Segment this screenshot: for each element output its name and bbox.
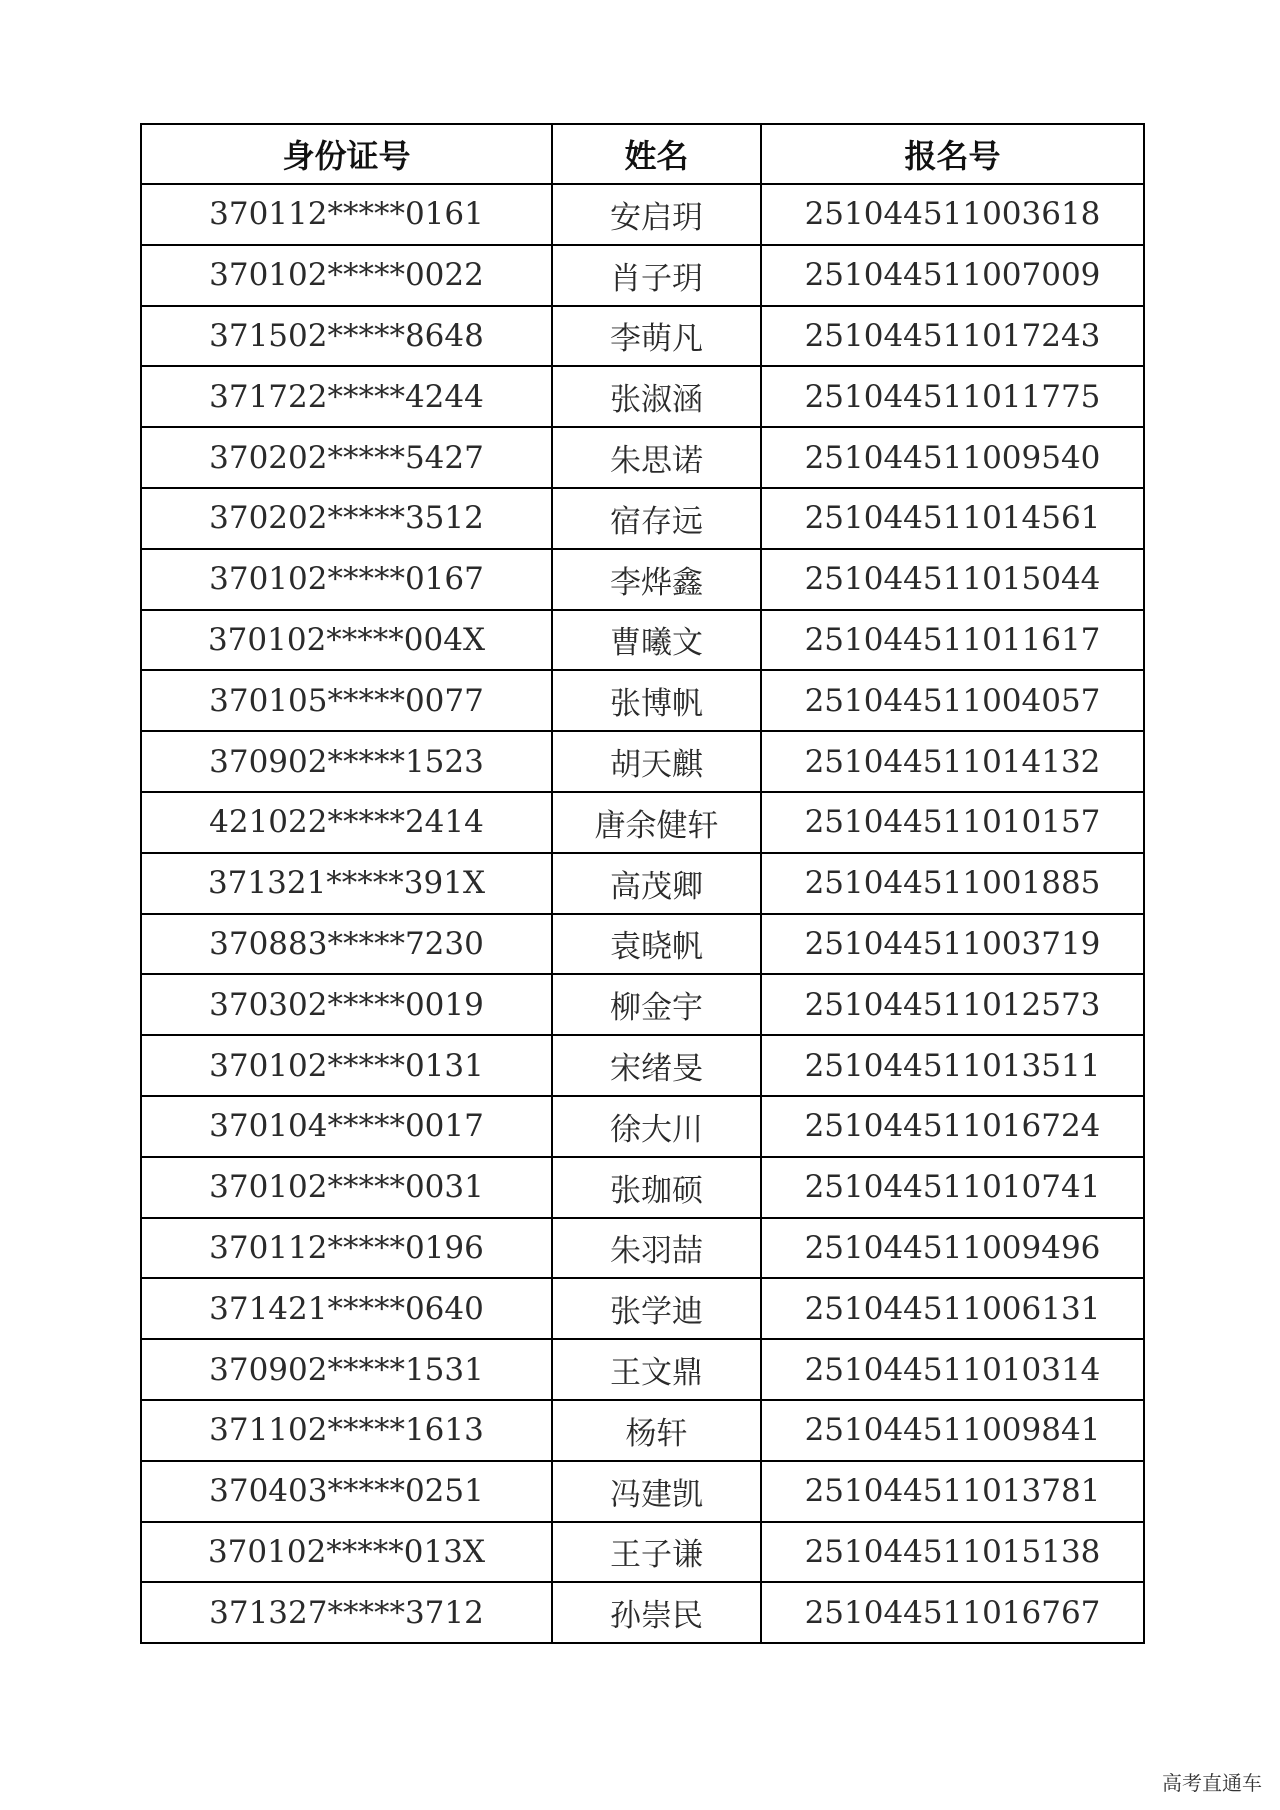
table-row bbox=[141, 610, 1144, 671]
cell-id-number: 371102*****1613 bbox=[141, 1400, 552, 1461]
table-row bbox=[141, 184, 1144, 245]
cell-name: 肖子玥 bbox=[552, 245, 761, 306]
cell-registration-number: 251044511011775 bbox=[761, 366, 1144, 427]
header-registration-number: 报名号 bbox=[761, 124, 1144, 184]
cell-registration-number: 251044511007009 bbox=[761, 245, 1144, 306]
cell-id-number: 370102*****013X bbox=[141, 1522, 552, 1583]
cell-name: 唐余健轩 bbox=[552, 792, 761, 853]
cell-registration-number: 251044511004057 bbox=[761, 670, 1144, 731]
cell-name: 胡天麒 bbox=[552, 731, 761, 792]
cell-id-number: 371502*****8648 bbox=[141, 306, 552, 367]
cell-registration-number: 251044511014132 bbox=[761, 731, 1144, 792]
table-row bbox=[141, 427, 1144, 488]
cell-registration-number: 251044511009496 bbox=[761, 1218, 1144, 1279]
cell-name: 张学迪 bbox=[552, 1278, 761, 1339]
cell-id-number: 370902*****1523 bbox=[141, 731, 552, 792]
cell-name: 王文鼎 bbox=[552, 1339, 761, 1400]
cell-registration-number: 251044511015138 bbox=[761, 1522, 1144, 1583]
cell-name: 高茂卿 bbox=[552, 853, 761, 914]
cell-registration-number: 251044511003719 bbox=[761, 914, 1144, 975]
cell-registration-number: 251044511009841 bbox=[761, 1400, 1144, 1461]
cell-name: 张淑涵 bbox=[552, 366, 761, 427]
table-row bbox=[141, 245, 1144, 306]
roster-table bbox=[140, 123, 1145, 1644]
table-row bbox=[141, 366, 1144, 427]
cell-id-number: 370202*****3512 bbox=[141, 488, 552, 549]
watermark-text: 高考直通车 bbox=[1162, 1771, 1262, 1795]
table-row bbox=[141, 731, 1144, 792]
table-row bbox=[141, 853, 1144, 914]
cell-id-number: 370104*****0017 bbox=[141, 1096, 552, 1157]
cell-id-number: 370102*****0022 bbox=[141, 245, 552, 306]
table-row bbox=[141, 549, 1144, 610]
header-row bbox=[141, 124, 1144, 184]
cell-id-number: 370102*****0131 bbox=[141, 1035, 552, 1096]
cell-registration-number: 251044511006131 bbox=[761, 1278, 1144, 1339]
table-row bbox=[141, 488, 1144, 549]
table-row bbox=[141, 306, 1144, 367]
cell-name: 冯建凯 bbox=[552, 1461, 761, 1522]
cell-name: 李烨鑫 bbox=[552, 549, 761, 610]
cell-registration-number: 251044511001885 bbox=[761, 853, 1144, 914]
table-row bbox=[141, 1096, 1144, 1157]
table-row bbox=[141, 1339, 1144, 1400]
table-row bbox=[141, 1582, 1144, 1643]
cell-registration-number: 251044511011617 bbox=[761, 610, 1144, 671]
cell-id-number: 370112*****0196 bbox=[141, 1218, 552, 1279]
cell-name: 柳金宇 bbox=[552, 974, 761, 1035]
cell-name: 李萌凡 bbox=[552, 306, 761, 367]
table-row bbox=[141, 1461, 1144, 1522]
cell-name: 宋绪旻 bbox=[552, 1035, 761, 1096]
cell-name: 宿存远 bbox=[552, 488, 761, 549]
cell-id-number: 370105*****0077 bbox=[141, 670, 552, 731]
cell-id-number: 370883*****7230 bbox=[141, 914, 552, 975]
cell-registration-number: 251044511016724 bbox=[761, 1096, 1144, 1157]
table-row bbox=[141, 1218, 1144, 1279]
cell-id-number: 370302*****0019 bbox=[141, 974, 552, 1035]
cell-registration-number: 251044511015044 bbox=[761, 549, 1144, 610]
cell-id-number: 370902*****1531 bbox=[141, 1339, 552, 1400]
table-row bbox=[141, 974, 1144, 1035]
cell-registration-number: 251044511003618 bbox=[761, 184, 1144, 245]
table-header bbox=[141, 124, 1144, 184]
cell-name: 朱羽喆 bbox=[552, 1218, 761, 1279]
cell-name: 孙崇民 bbox=[552, 1582, 761, 1643]
cell-registration-number: 251044511017243 bbox=[761, 306, 1144, 367]
cell-registration-number: 251044511009540 bbox=[761, 427, 1144, 488]
cell-id-number: 371321*****391X bbox=[141, 853, 552, 914]
cell-name: 朱思诺 bbox=[552, 427, 761, 488]
cell-id-number: 371327*****3712 bbox=[141, 1582, 552, 1643]
table-row bbox=[141, 914, 1144, 975]
cell-registration-number: 251044511013511 bbox=[761, 1035, 1144, 1096]
cell-name: 王子谦 bbox=[552, 1522, 761, 1583]
cell-id-number: 370112*****0161 bbox=[141, 184, 552, 245]
cell-name: 张博帆 bbox=[552, 670, 761, 731]
cell-id-number: 370102*****004X bbox=[141, 610, 552, 671]
header-id-number: 身份证号 bbox=[141, 124, 552, 184]
cell-id-number: 370403*****0251 bbox=[141, 1461, 552, 1522]
cell-name: 张珈硕 bbox=[552, 1157, 761, 1218]
cell-registration-number: 251044511012573 bbox=[761, 974, 1144, 1035]
cell-registration-number: 251044511010157 bbox=[761, 792, 1144, 853]
table-row bbox=[141, 792, 1144, 853]
table-row bbox=[141, 1278, 1144, 1339]
table-row bbox=[141, 1400, 1144, 1461]
table-row bbox=[141, 1157, 1144, 1218]
header-name: 姓名 bbox=[552, 124, 761, 184]
cell-id-number: 370202*****5427 bbox=[141, 427, 552, 488]
cell-id-number: 421022*****2414 bbox=[141, 792, 552, 853]
cell-name: 曹曦文 bbox=[552, 610, 761, 671]
cell-registration-number: 251044511013781 bbox=[761, 1461, 1144, 1522]
cell-id-number: 371722*****4244 bbox=[141, 366, 552, 427]
cell-registration-number: 251044511016767 bbox=[761, 1582, 1144, 1643]
cell-id-number: 370102*****0167 bbox=[141, 549, 552, 610]
table-row bbox=[141, 670, 1144, 731]
table-row bbox=[141, 1522, 1144, 1583]
table-row bbox=[141, 1035, 1144, 1096]
cell-registration-number: 251044511010314 bbox=[761, 1339, 1144, 1400]
table-body bbox=[141, 184, 1144, 1643]
cell-name: 袁晓帆 bbox=[552, 914, 761, 975]
cell-name: 杨轩 bbox=[552, 1400, 761, 1461]
cell-name: 安启玥 bbox=[552, 184, 761, 245]
cell-name: 徐大川 bbox=[552, 1096, 761, 1157]
cell-id-number: 371421*****0640 bbox=[141, 1278, 552, 1339]
cell-registration-number: 251044511010741 bbox=[761, 1157, 1144, 1218]
cell-registration-number: 251044511014561 bbox=[761, 488, 1144, 549]
cell-id-number: 370102*****0031 bbox=[141, 1157, 552, 1218]
